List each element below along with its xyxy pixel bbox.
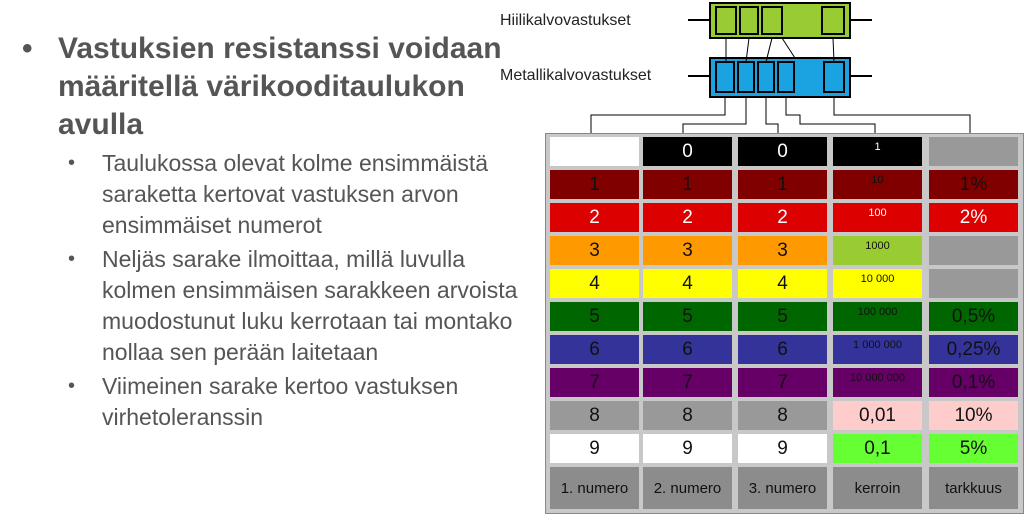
digit-cell: 1 bbox=[643, 170, 732, 199]
bullet-dot: • bbox=[68, 152, 76, 174]
digit-cell: 3 bbox=[550, 236, 639, 265]
tolerance-cell: 0,25% bbox=[929, 335, 1018, 364]
column-connectors bbox=[591, 97, 970, 133]
digit-cell: 4 bbox=[643, 269, 732, 298]
carbon-resistor-label: Hiilikalvovastukset bbox=[500, 12, 631, 29]
digit-cell: 5 bbox=[550, 302, 639, 331]
digit-cell: 3 bbox=[738, 236, 827, 265]
metal-resistor-icon bbox=[688, 58, 872, 97]
tolerance-cell: 0,1% bbox=[929, 368, 1018, 397]
tolerance-cell: 2% bbox=[929, 203, 1018, 232]
sub-bullet-text: Taulukossa olevat kolme ensimmäistä saraketta kertovat vastuksen arvon ensimmäiset numerot bbox=[102, 150, 489, 238]
tolerance-cell: 10% bbox=[929, 401, 1018, 430]
top-row-cell bbox=[929, 137, 1018, 166]
column-header: 3. numero bbox=[738, 467, 827, 509]
top-row-cell: 0 bbox=[643, 137, 732, 166]
digit-cell: 1 bbox=[550, 170, 639, 199]
digit-cell: 4 bbox=[550, 269, 639, 298]
top-row-cell: 0 bbox=[738, 137, 827, 166]
digit-cell: 2 bbox=[643, 203, 732, 232]
column-header: 2. numero bbox=[643, 467, 732, 509]
bullet-dot: • bbox=[68, 375, 76, 397]
multiplier-cell: 10 000 bbox=[833, 269, 922, 298]
digit-cell: 9 bbox=[738, 434, 827, 463]
tolerance-cell bbox=[929, 269, 1018, 298]
digit-cell: 4 bbox=[738, 269, 827, 298]
digit-cell: 6 bbox=[643, 335, 732, 364]
digit-cell: 7 bbox=[550, 368, 639, 397]
bullet-dot: • bbox=[22, 32, 33, 65]
multiplier-cell: 1000 bbox=[833, 236, 922, 265]
digit-cell: 2 bbox=[738, 203, 827, 232]
column-header: tarkkuus bbox=[929, 467, 1018, 509]
tolerance-cell: 0,5% bbox=[929, 302, 1018, 331]
multiplier-cell: 10 bbox=[833, 170, 922, 199]
digit-cell: 6 bbox=[738, 335, 827, 364]
top-row-cell: 1 bbox=[833, 137, 922, 166]
tolerance-cell: 1% bbox=[929, 170, 1018, 199]
multiplier-cell: 1 000 000 bbox=[833, 335, 922, 364]
digit-cell: 7 bbox=[643, 368, 732, 397]
multiplier-cell: 0,1 bbox=[833, 434, 922, 463]
digit-cell: 5 bbox=[643, 302, 732, 331]
digit-cell: 8 bbox=[738, 401, 827, 430]
column-header: kerroin bbox=[833, 467, 922, 509]
multiplier-cell: 100 bbox=[833, 203, 922, 232]
sub-bullet-text: Neljäs sarake ilmoittaa, millä luvulla kolmen ensimmäisen sarakkeen arvoista muodostunut luku kerrotaan tai montako nollaa sen perään laitetaan bbox=[102, 246, 518, 365]
digit-cell: 8 bbox=[643, 401, 732, 430]
sub-bullet-text: Viimeinen sarake kertoo vastuksen virhetoleranssin bbox=[102, 373, 459, 430]
multiplier-cell: 100 000 bbox=[833, 302, 922, 331]
main-bullet-text: Vastuksien resistanssi voidaan määritellä värikooditaulukon avulla bbox=[58, 32, 502, 141]
digit-cell: 7 bbox=[738, 368, 827, 397]
digit-cell: 8 bbox=[550, 401, 639, 430]
multiplier-cell: 10 000 000 bbox=[833, 368, 922, 397]
color-code-table bbox=[545, 133, 1024, 514]
digit-cell: 6 bbox=[550, 335, 639, 364]
carbon-resistor-icon bbox=[688, 3, 872, 38]
digit-cell: 3 bbox=[643, 236, 732, 265]
metal-resistor-label: Metallikalvovastukset bbox=[500, 67, 652, 84]
digit-cell: 2 bbox=[550, 203, 639, 232]
tolerance-cell bbox=[929, 236, 1018, 265]
multiplier-cell: 0,01 bbox=[833, 401, 922, 430]
digit-cell: 9 bbox=[643, 434, 732, 463]
digit-cell: 9 bbox=[550, 434, 639, 463]
digit-cell: 1 bbox=[738, 170, 827, 199]
tolerance-cell: 5% bbox=[929, 434, 1018, 463]
column-header: 1. numero bbox=[550, 467, 639, 509]
top-row-cell bbox=[550, 137, 639, 166]
digit-cell: 5 bbox=[738, 302, 827, 331]
bullet-dot: • bbox=[68, 248, 76, 270]
